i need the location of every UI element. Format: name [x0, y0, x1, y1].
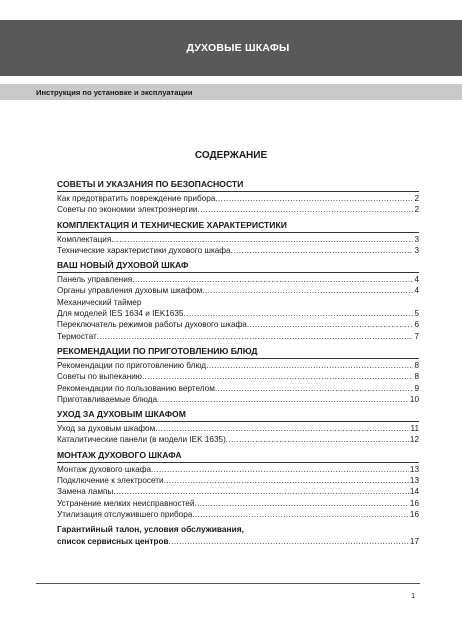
toc-entry-page: 12 — [409, 435, 419, 445]
toc-entry[interactable] — [57, 274, 419, 285]
toc-warranty-line2: список сервисных центров — [57, 536, 169, 546]
toc-leader-dots — [192, 509, 409, 520]
toc-leader-dots — [142, 371, 413, 382]
toc-entry[interactable] — [57, 245, 419, 256]
toc-leader-dots — [157, 394, 409, 405]
toc-leader-dots — [155, 423, 409, 434]
toc-entry[interactable] — [57, 285, 419, 296]
toc-entry[interactable] — [57, 394, 419, 405]
toc-leader-dots — [231, 245, 414, 256]
toc-section-heading: МОНТАЖ ДУХОВОГО ШКАФА — [57, 450, 419, 463]
toc-section-heading: ВАШ НОВЫЙ ДУХОВОЙ ШКАФ — [57, 260, 419, 273]
toc-entry-text: Панель управления — [57, 275, 133, 285]
toc-entry[interactable] — [57, 360, 419, 371]
toc-leader-dots — [226, 434, 409, 445]
toc-entry[interactable] — [57, 475, 419, 486]
toc-warranty-section — [57, 524, 419, 547]
toc-entry-text: Уход за духовым шкафом — [57, 424, 156, 434]
toc-entry-text: Термостат — [57, 331, 97, 341]
toc-warranty-line1: Гарантийный талон, условия обслуживания, — [57, 524, 244, 535]
toc-entry[interactable] — [57, 193, 419, 204]
toc-leader-dots — [164, 475, 409, 486]
document-header-band — [0, 20, 462, 76]
toc-entry-page: 8 — [414, 360, 419, 370]
document-title: ДУХОВЫЕ ШКАФЫ — [186, 42, 290, 54]
toc-entry-page: 17 — [409, 536, 419, 546]
toc-entry[interactable] — [57, 464, 419, 475]
toc-entry-text: Для моделей IES 1634 и IEK1635 — [57, 309, 184, 319]
toc-entry[interactable] — [57, 331, 419, 342]
toc-entry-text: Приготавливаемые блюда — [57, 394, 158, 404]
subheader-text: Инструкция по установке и эксплуатации — [36, 87, 193, 97]
toc-leader-dots — [247, 319, 414, 330]
toc-title: СОДЕРЖАНИЕ — [194, 150, 268, 161]
toc-section — [57, 179, 419, 216]
toc-entry-page: 6 — [414, 320, 419, 330]
toc-entry-text: Подключение к электросети — [57, 476, 164, 486]
toc-entry-text: Переключатель режимов работы духового шкафа — [57, 320, 247, 330]
toc-leader-dots — [111, 234, 413, 245]
toc-entry-page: 16 — [409, 509, 419, 519]
toc-entry-text: Комплектация — [57, 234, 112, 244]
toc-entry[interactable] — [57, 204, 419, 215]
toc-leader-dots — [206, 360, 413, 371]
toc-entry[interactable] — [57, 234, 419, 245]
toc-entry-page: 2 — [414, 205, 419, 215]
toc-entry-text: Замена лампы — [57, 487, 114, 497]
toc-entry-page: 4 — [414, 275, 419, 285]
toc-entry-page: 4 — [414, 286, 419, 296]
toc-entry-text: Советы по экономии электроэнергии — [57, 205, 198, 215]
toc-entry-page: 13 — [409, 476, 419, 486]
toc-entry-text: Как предотвратить повреждение прибора — [57, 194, 216, 203]
toc-entry-page: 5 — [414, 309, 419, 319]
toc-section — [57, 409, 419, 446]
toc-section — [57, 260, 419, 342]
toc-leader-dots — [132, 274, 413, 285]
toc-entry[interactable] — [57, 423, 419, 434]
toc-entry[interactable] — [57, 383, 419, 394]
toc-section — [57, 220, 419, 257]
toc-leader-dots — [198, 204, 414, 215]
toc-entry-text: Рекомендации по приготовлению блюд — [57, 360, 207, 370]
toc-entry-text: Устранение мелких неисправностей — [57, 498, 195, 508]
toc-leader-dots — [215, 383, 414, 394]
toc-leader-dots — [194, 498, 408, 509]
toc-entry[interactable] — [57, 509, 419, 520]
toc-entry-page: 2 — [414, 194, 419, 203]
footer-divider — [36, 583, 420, 584]
toc-entry-text: Механический таймер — [57, 297, 142, 307]
toc-entry[interactable] — [57, 434, 419, 445]
toc-entry[interactable] — [57, 319, 419, 330]
toc-entry-page: 8 — [414, 372, 419, 382]
toc-entry-text: Утилизация отслужившего прибора — [57, 509, 193, 519]
toc-entry-page: 9 — [414, 383, 419, 393]
toc-section-heading: РЕКОМЕНДАЦИИ ПО ПРИГОТОВЛЕНИЮ БЛЮД — [57, 346, 419, 359]
toc-leader-dots — [202, 285, 413, 296]
toc-entry-page: 16 — [409, 498, 419, 508]
toc-warranty-entry[interactable] — [57, 536, 419, 547]
toc-entry[interactable] — [57, 498, 419, 509]
toc-entry-page: 14 — [409, 487, 419, 497]
toc-entry-text: Рекомендации по пользованию вертелом — [57, 383, 215, 393]
toc-leader-dots — [184, 308, 414, 319]
subheader-band — [0, 84, 462, 100]
toc-section-heading: СОВЕТЫ И УКАЗАНИЯ ПО БЕЗОПАСНОСТИ — [57, 179, 419, 192]
toc-leader-dots — [151, 464, 409, 475]
toc-entry[interactable] — [57, 297, 419, 308]
toc-leader-dots — [215, 193, 413, 204]
toc-entry-page: 11 — [410, 424, 419, 434]
page-number: 1 — [411, 591, 416, 600]
toc-leader-dots — [169, 536, 409, 547]
toc-section — [57, 346, 419, 405]
toc-entry[interactable] — [57, 308, 419, 319]
toc-section — [57, 450, 419, 520]
table-of-contents — [57, 179, 419, 551]
toc-entry-text: Органы управления духовым шкафом — [57, 286, 203, 296]
toc-entry-text: Каталитические панели (в модели IEK 1635) — [57, 435, 226, 445]
toc-entry-text: Технические характеристики духового шкафа — [57, 245, 231, 255]
toc-entry-text: Советы по выпеканию — [57, 372, 142, 382]
toc-entry-page: 7 — [414, 331, 419, 341]
toc-entry-page: 10 — [409, 394, 419, 404]
toc-entry-text: Монтаж духового шкафа — [57, 464, 151, 474]
toc-entry-page: 13 — [409, 464, 419, 474]
toc-entry-page: 3 — [414, 245, 419, 255]
toc-entry[interactable] — [57, 371, 419, 382]
toc-leader-dots — [97, 331, 414, 342]
toc-section-heading: КОМПЛЕКТАЦИЯ И ТЕХНИЧЕСКИЕ ХАРАКТЕРИСТИКИ — [57, 220, 419, 233]
toc-entry-page: 3 — [414, 234, 419, 244]
toc-section-heading: УХОД ЗА ДУХОВЫМ ШКАФОМ — [57, 409, 419, 422]
toc-leader-dots — [113, 486, 409, 497]
toc-entry[interactable] — [57, 486, 419, 497]
